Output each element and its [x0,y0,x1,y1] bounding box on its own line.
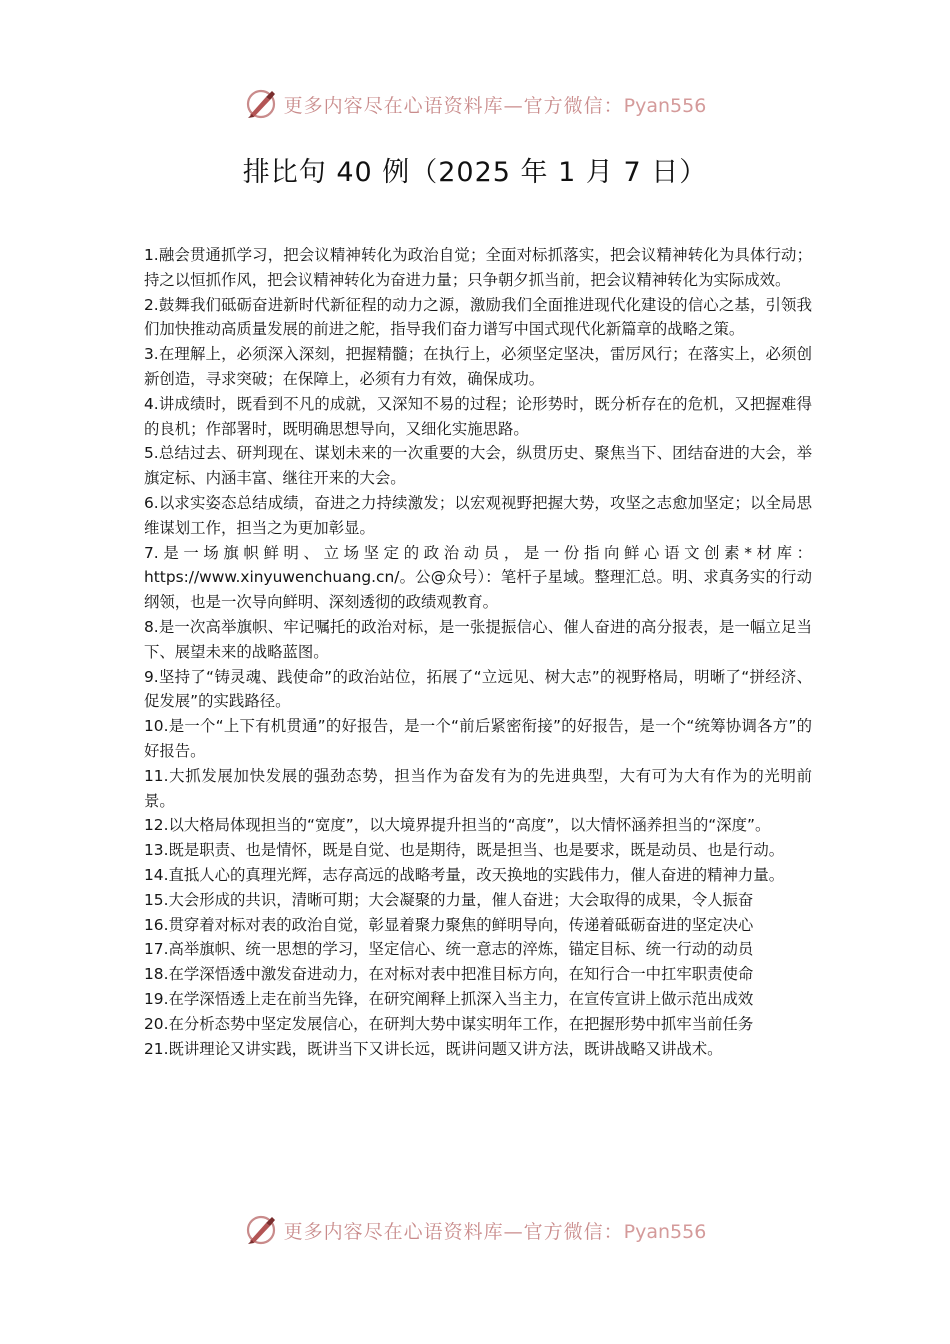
paragraph-18: 18.在学深悟透中激发奋进动力，在对标对表中把准目标方向，在知行合一中扛牢职责使命 [144,965,754,984]
paragraph-17: 17.高举旗帜、统一思想的学习，坚定信心、统一意志的淬炼，锚定目标、统一行动的动员 [144,940,754,959]
paragraph-2: 2.鼓舞我们砥砺奋进新时代新征程的动力之源，激励我们全面推进现代化建设的信心之基，引领我们加快推动高质量发展的前进之舵，指导我们奋力谱写中国式现代化新篇章的战略之策。 [144,295,812,339]
paragraph-4: 4.讲成绩时，既看到不凡的成就，又深知不易的过程；论形势时，既分析存在的危机，又把握难得的良机；作部署时，既明确思想导向，又细化实施思路。 [144,394,812,438]
paragraph-14: 14.直抵人心的真理光辉，志存高远的战略考量，改天换地的实践伟力，催人奋进的精神力量。 [144,865,785,884]
header-watermark [0,84,950,124]
watermark-text: 更多内容尽在心语资料库—官方微信：Pyan556 [283,94,707,117]
paragraph-6: 6.以求实姿态总结成绩，奋进之力持续激发；以宏观视野把握大势，攻坚之志愈加坚定；以全局思维谋划工作，担当之为更加彰显。 [144,493,812,537]
paragraph-10: 10.是一个“上下有机贯通”的好报告，是一个“前后紧密衔接”的好报告，是一个“统筹协调各方”的好报告。 [144,717,812,760]
paragraph-11: 11.大抓发展加快发展的强劲态势，担当作为奋发有为的先进典型，大有可为大有作为的光明前景。 [144,766,812,810]
paragraph-21: 21.既讲理论又讲实践，既讲当下又讲长远，既讲问题又讲方法，既讲战略又讲战术。 [144,1039,723,1058]
paragraph-19: 19.在学深悟透上走在前当先锋，在研究阐释上抓深入当主力，在宣传宣讲上做示范出成效 [144,989,754,1008]
paragraph-16: 16.贯穿着对标对表的政治自觉，彰显着聚力聚焦的鲜明导向，传递着砥砺奋进的坚定决心 [144,915,754,934]
paragraph-12: 12.以大格局体现担当的“宽度”，以大境界提升担当的“高度”，以大情怀涵养担当的“深度”。 [144,816,771,835]
watermark-handle: Pyan556 [623,1220,707,1243]
paragraph-8: 8.是一次高举旗帜、牢记嘱托的政治对标，是一张提振信心、催人奋进的高分报表，是一幅立足当下、展望未来的战略蓝图。 [144,617,812,661]
pen-logo-icon [244,1213,278,1247]
paragraph-9: 9.坚持了“铸灵魂、践使命”的政治站位，拓展了“立远见、树大志”的视野格局，明晰了“拼经济、促发展”的实践路径。 [144,667,812,711]
document-body [144,243,812,1061]
page-title: 排比句 40 例（2025 年 1 月 7 日） [242,157,708,188]
paragraph-1: 1.融会贯通抓学习，把会议精神转化为政治自觉；全面对标抓落实，把会议精神转化为具体行动；持之以恒抓作风，把会议精神转化为奋进力量；只争朝夕抓当前，把会议精神转化为实际成效。 [144,246,812,289]
paragraph-5: 5.总结过去、研判现在、谋划未来的一次重要的大会，纵贯历史、聚焦当下、团结奋进的大会，举旗定标、内涵丰富、继往开来的大会。 [144,444,812,488]
paragraph-13: 13.既是职责、也是情怀，既是自觉、也是期待，既是担当、也是要求，既是动员、也是行动。 [144,841,785,860]
footer-watermark [0,1210,950,1250]
paragraph-20: 20.在分析态势中坚定发展信心，在研判大势中谋实明年工作，在把握形势中抓牢当前任务 [144,1014,754,1033]
paragraph-7: 7.是一场旗帜鲜明、立场坚定的政治动员，是一份指向鲜心语文创素*材库：https://www.xinyuwenchuang.cn/。公@众号）：笔杆子星域。整理汇总。明、求真务实的行动纲领，也是一次导向鲜明、深刻透彻的政绩观教育。 [144,543,812,612]
watermark-handle: Pyan556 [623,94,707,117]
paragraph-3: 3.在理解上，必须深入深刻，把握精髓；在执行上，必须坚定坚决，雷厉风行；在落实上，必须创新创造，寻求突破；在保障上，必须有力有效，确保成功。 [144,345,812,388]
pen-logo-icon [244,87,278,121]
paragraph-15: 15.大会形成的共识，清晰可期；大会凝聚的力量，催人奋进；大会取得的成果，令人振奋 [144,890,754,909]
watermark-text: 更多内容尽在心语资料库—官方微信：Pyan556 [283,1220,707,1243]
